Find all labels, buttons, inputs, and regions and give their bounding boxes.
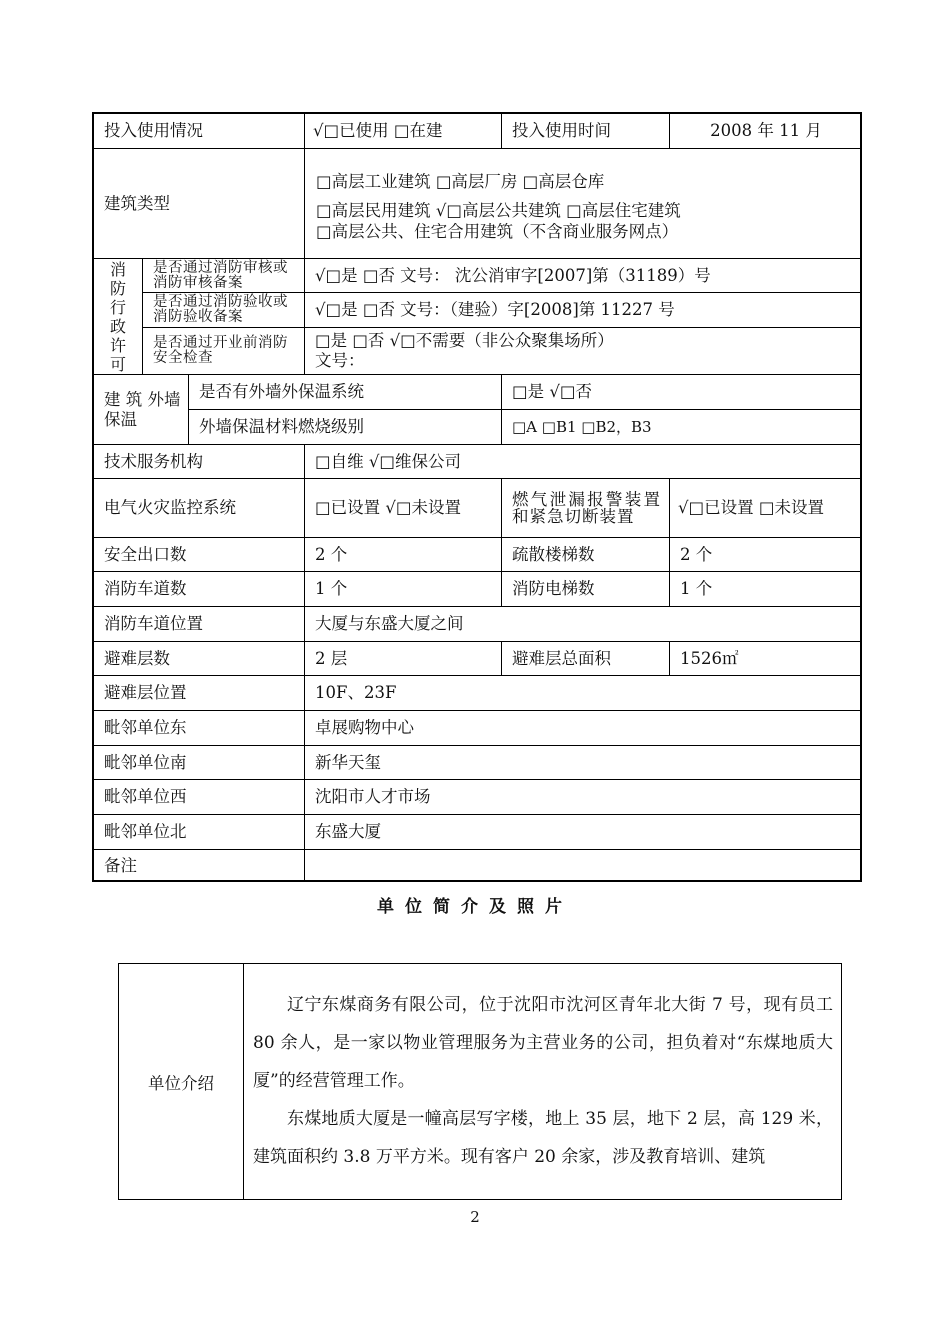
audit-label: 是否通过消防审核或消防审核备案: [153, 259, 288, 291]
preopen-check-label: 是否通过开业前消防安全检查: [153, 335, 288, 366]
refuge-location-value: 10F、23F: [315, 683, 397, 702]
refuge-floors-label: 避难层数: [104, 648, 170, 668]
electric-fire-monitor-label: 电气火灾监控系统: [104, 498, 236, 517]
neighbor-north-value: 东盛大厦: [315, 822, 381, 841]
label-char: 行: [109, 297, 126, 317]
remarks-label: 备注: [104, 856, 137, 875]
fire-lane-location-label: 消防车道位置: [104, 614, 203, 633]
preopen-check-doc-no: 文号：: [315, 351, 365, 370]
building-type-options: [316, 172, 856, 242]
fire-elevators-value: 1 个: [680, 579, 713, 598]
usage-time-value: 2008 年 11 月: [710, 121, 822, 140]
neighbor-north-label: 毗邻单位北: [104, 822, 187, 841]
evac-stairs-value: 2 个: [680, 544, 713, 564]
insulation-grade-answer: □A □B1 □B2，B3: [512, 418, 652, 436]
fire-lane-location-value: 大厦与东盛大厦之间: [315, 614, 464, 633]
label-char: 许: [109, 335, 126, 355]
preopen-check-options: □是 □否 √□不需要（非公众聚集场所）: [315, 331, 614, 350]
preopen-check-value: [315, 331, 614, 371]
neighbor-east-value: 卓展购物中心: [315, 718, 414, 737]
refuge-floors-value: 2 层: [315, 648, 348, 668]
label-char: 政: [109, 316, 126, 336]
company-intro-label: 单位介绍: [119, 964, 244, 1199]
neighbor-south-label: 毗邻单位南: [104, 752, 187, 772]
usage-status-value: √□已使用 □在建: [313, 121, 443, 140]
neighbor-east-label: 毗邻单位东: [104, 718, 187, 737]
neighbor-south-value: 新华天玺: [315, 752, 381, 772]
building-type-line: □高层公共、住宅合用建筑（不含商业服务网点）: [316, 222, 679, 241]
insulation-system-question: 是否有外墙外保温系统: [199, 382, 364, 401]
neighbor-west-value: 沈阳市人才市场: [315, 787, 431, 806]
evac-stairs-label: 疏散楼梯数: [512, 544, 595, 564]
insulation-grade-question: 外墙保温材料燃烧级别: [199, 417, 364, 436]
remarks-value: [305, 850, 862, 882]
label-char: 可: [109, 354, 126, 374]
fire-admin-permit-label: [94, 259, 142, 374]
fire-elevators-label: 消防电梯数: [512, 579, 595, 598]
label-char: 防: [109, 278, 126, 298]
refuge-location-label: 避难层位置: [104, 683, 187, 702]
usage-time-label: 投入使用时间: [512, 121, 611, 140]
tech-service-value: □自维 √□维保公司: [315, 451, 461, 471]
neighbor-west-label: 毗邻单位西: [104, 787, 187, 806]
building-type-label: 建筑类型: [104, 193, 170, 213]
building-type-line: □高层工业建筑 □高层厂房 □高层仓库: [316, 172, 605, 191]
electric-fire-monitor-value: □已设置 √□未设置: [315, 498, 461, 517]
label-char: 消: [109, 259, 126, 279]
refuge-area-value: 1526㎡: [680, 648, 739, 668]
acceptance-value: √□是 □否 文号：（建验）字[2008]第 11227 号: [315, 300, 675, 319]
insulation-system-answer: □是 √□否: [512, 382, 592, 401]
building-type-line: □高层民用建筑 √□高层公共建筑 □高层住宅建筑: [316, 201, 681, 220]
gas-alarm-value: √□已设置 □未设置: [678, 498, 824, 517]
safety-exits-label: 安全出口数: [104, 544, 187, 564]
page-number: 2: [470, 1208, 480, 1226]
audit-value: √□是 □否 文号： 沈公消审字[2007]第（31189）号: [315, 265, 711, 285]
section-title: 单位简介及照片: [377, 897, 573, 917]
fire-lanes-value: 1 个: [315, 579, 348, 598]
gas-alarm-label: 燃气泄漏报警装置和紧急切断装置: [512, 490, 661, 526]
acceptance-label: 是否通过消防验收或消防验收备案: [153, 294, 288, 325]
fire-safety-info-table: [92, 112, 862, 882]
company-intro-table: [118, 963, 842, 1200]
safety-exits-value: 2 个: [315, 544, 348, 564]
tech-service-label: 技术服务机构: [104, 451, 203, 471]
refuge-area-label: 避难层总面积: [512, 648, 611, 668]
fire-lanes-label: 消防车道数: [104, 579, 187, 598]
col-divider: [304, 114, 305, 374]
usage-status-label: 投入使用情况: [104, 121, 203, 140]
company-intro-text: [253, 986, 833, 1176]
wall-insulation-label: 建 筑 外墙保温: [104, 389, 181, 429]
intro-paragraph: 东煤地质大厦是一幢高层写字楼，地上 35 层，地下 2 层，高 129 米，建筑面积约 3.8 万平方米。现有客户 20 余家，涉及教育培训、建筑: [253, 1109, 833, 1167]
intro-paragraph: 辽宁东煤商务有限公司，位于沈阳市沈河区青年北大街 7 号，现有员工 80 余人，是一家以物业管理服务为主营业务的公司，担负着对“东煤地质大厦”的经营管理工作。: [253, 995, 833, 1091]
